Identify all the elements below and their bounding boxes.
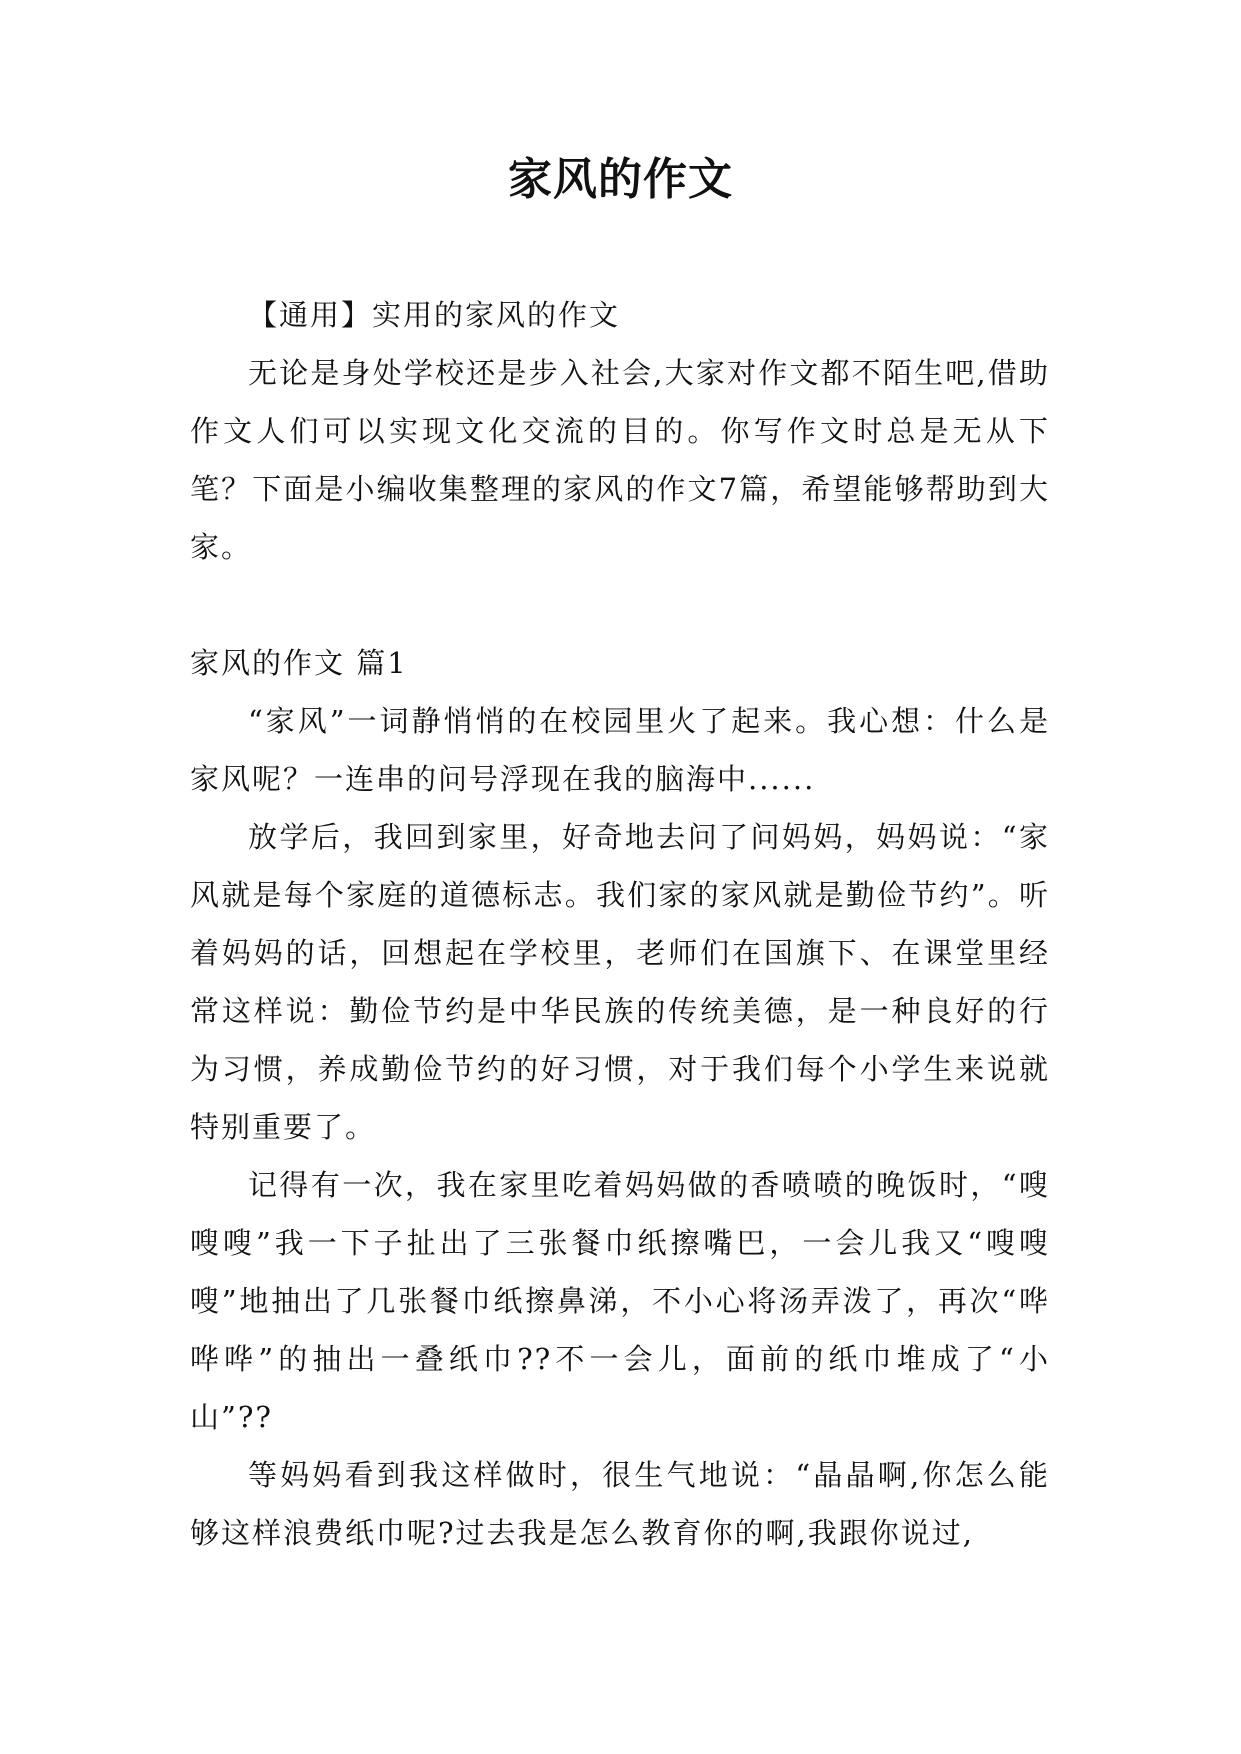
paragraph: 放学后，我回到家里，好奇地去问了问妈妈，妈妈说：“家风就是每个家庭的道德标志。我们家的家风就是勤俭节约”。听着妈妈的话，回想起在学校里，老师们在国旗下、在课堂里经常这样说：勤俭节约是中华民族的传统美德，是一种良好的行为习惯，养成勤俭节约的好习惯，对于我们每个小学生来说就特别重要了。 xyxy=(190,820,1050,1144)
paragraph: 无论是身处学校还是步入社会,大家对作文都不陌生吧,借助作文人们可以实现文化交流的目的。你写作文时总是无从下笔？下面是小编收集整理的家风的作文7篇，希望能够帮助到大家。 xyxy=(190,356,1050,564)
paragraph: 记得有一次，我在家里吃着妈妈做的香喷喷的晚饭时，“嗖嗖嗖”我一下子扯出了三张餐巾纸擦嘴巴，一会儿我又“嗖嗖嗖”地抽出了几张餐巾纸擦鼻涕，不小心将汤弄泼了，再次“哗哗哗”的抽出一叠纸巾??不一会儿，面前的纸巾堆成了“小山”?? xyxy=(190,1168,1050,1434)
document-title: 家风的作文 xyxy=(508,154,733,205)
paragraph: “家风”一词静悄悄的在校园里火了起来。我心想：什么是家风呢？一连串的问号浮现在我的脑海中...... xyxy=(190,704,1050,796)
section-title: 家风的作文 篇1 xyxy=(190,646,408,680)
intro-line: 【通用】实用的家风的作文 xyxy=(248,298,621,332)
document-body xyxy=(190,286,1050,1562)
paragraph: 等妈妈看到我这样做时，很生气地说：“晶晶啊,你怎么能够这样浪费纸巾呢?过去我是怎么教育你的啊,我跟你说过, xyxy=(190,1458,1050,1550)
